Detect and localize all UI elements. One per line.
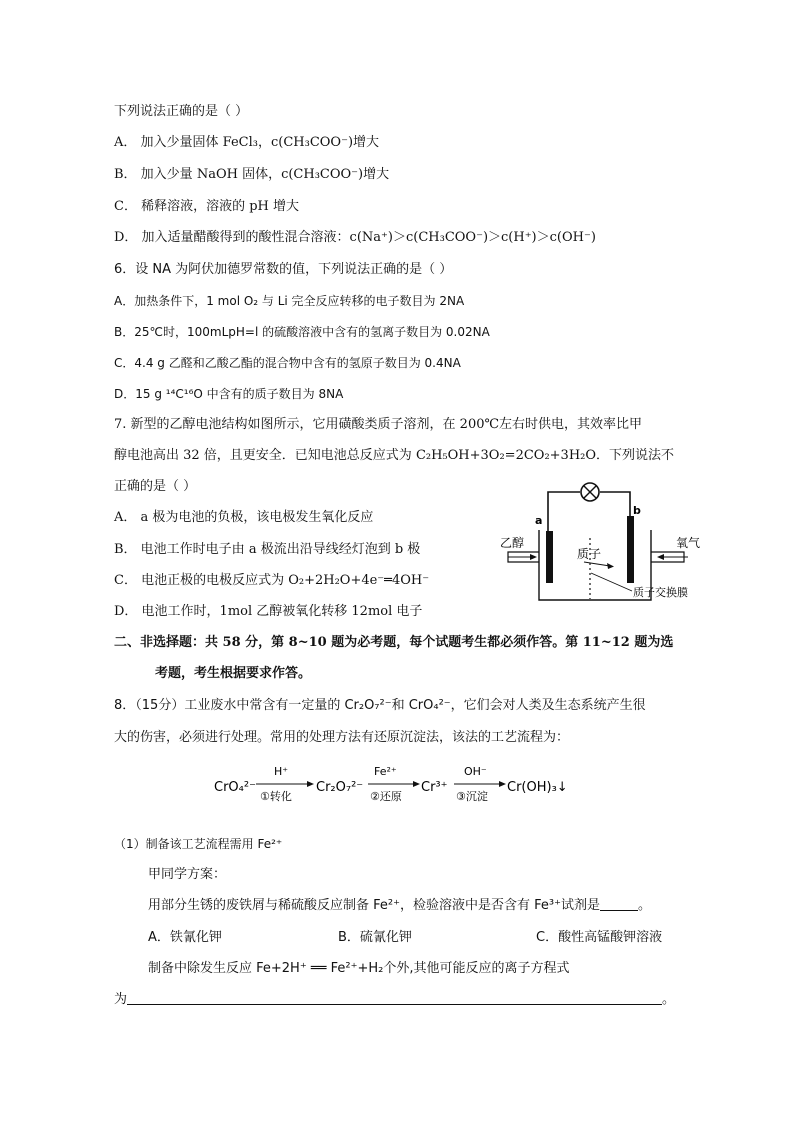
q7-line-2: 醇电池高出 32 倍，且更安全．已知电池总反应式为 C₂H₅OH+3O₂=2CO₂+3H₂O．下列说法不 — [114, 448, 675, 463]
oxygen-label: 氧气 — [676, 536, 701, 550]
section-2-line-1: 二、非选择题：共 58 分，第 8~10 题为必考题，每个试题考生都必须作答。第 11~12 题为选 — [114, 635, 674, 650]
q8-option-b: B．硫氰化钾 — [338, 930, 412, 945]
q5-option-c: C． 稀释溶液，溶液的 pH 增大 — [114, 199, 300, 214]
q8-answer-end: 。 — [662, 992, 676, 1007]
membrane-label: 质子交换膜 — [633, 586, 688, 599]
flow-reagent-2: Fe²⁺ — [374, 765, 397, 778]
ethanol-label: 乙醇 — [500, 536, 525, 550]
q8-option-a: A．铁氰化钾 — [148, 930, 222, 945]
proton-label: 质子 — [577, 547, 602, 561]
inflow-arrow-icon — [657, 554, 664, 560]
q7-option-a: A． a 极为电池的负极，该电极发生氧化反应 — [114, 510, 374, 525]
q8-line-1: 8．（15分）工业废水中常含有一定量的 Cr₂O₇²⁻和 CrO₄²⁻，它们会对人类及生态系统产生很 — [114, 698, 646, 713]
q6-option-b: B．25℃时，100mLpH=l 的硫酸溶液中含有的氢离子数目为 0.02NA — [114, 325, 490, 339]
q8-question-end: 。 — [637, 898, 651, 913]
electrode-a-label: a — [535, 514, 543, 527]
q8-line-2: 大的伤害，必须进行处理。常用的处理方法有还原沉淀法，该法的工艺流程为： — [114, 730, 570, 745]
flow-step-2: ②还原 — [370, 790, 402, 803]
q7-line-3: 正确的是（ ） — [114, 479, 197, 494]
q6-option-c: C．4.4 g 乙醛和乙酸乙酯的混合物中含有的氢原子数目为 0.4NA — [114, 356, 461, 370]
q5-option-a: A． 加入少量固体 FeCl₃，c(CH₃COO⁻)增大 — [114, 135, 380, 150]
q5-stem: 下列说法正确的是（ ） — [114, 104, 249, 119]
q8-question-text: 用部分生锈的废铁屑与稀硫酸反应制备 Fe²⁺，检验溶液中是否含有 Fe³⁺试剂是 — [148, 898, 600, 913]
q8-wei: 为 — [114, 992, 128, 1007]
process-flow-diagram — [208, 758, 600, 808]
q5-option-b: B． 加入少量 NaOH 固体，c(CH₃COO⁻)增大 — [114, 167, 390, 182]
q8-part-1: （1）制备该工艺流程需用 Fe²⁺ — [114, 837, 283, 851]
answer-blank-2[interactable] — [127, 991, 662, 1005]
flow-reagent-1: H⁺ — [274, 765, 289, 778]
q8-option-c: C．酸性高锰酸钾溶液 — [536, 930, 663, 945]
flow-reagent-3: OH⁻ — [464, 765, 487, 778]
q8-equation-line: 制备中除发生反应 Fe+2H⁺ ══ Fe²⁺+H₂个外,其他可能反应的离子方程式 — [148, 961, 570, 976]
q5-option-d: D． 加入适量醋酸得到的酸性混合溶液：c(Na⁺)＞c(CH₃COO⁻)＞c(H⁺)＞c(OH⁻) — [114, 230, 596, 245]
electrode-b — [627, 516, 634, 583]
q6-option-d: D．15 g ¹⁴C¹⁶O 中含有的质子数目为 8NA — [114, 387, 344, 401]
q7-option-c: C． 电池正极的电极反应式为 O₂+2H₂O+4e⁻═4OH⁻ — [114, 573, 430, 588]
lamp-icon — [581, 483, 599, 501]
flow-species-4: Cr(OH)₃↓ — [507, 780, 568, 795]
flow-step-1: ①转化 — [260, 790, 292, 803]
flow-species-2: Cr₂O₇²⁻ — [316, 780, 364, 795]
flow-species-3: Cr³⁺ — [421, 780, 448, 795]
q8-question-line — [148, 897, 651, 915]
arrow-right-icon — [413, 781, 420, 787]
q7-line-1: 7. 新型的乙醇电池结构如图所示，它用磺酸类质子溶剂，在 200℃左右时供电，其效率比甲 — [114, 417, 643, 432]
q7-option-d: D． 电池工作时，1mol 乙醇被氧化转移 12mol 电子 — [114, 604, 423, 619]
arrow-right-icon — [307, 781, 314, 787]
section-2-line-2: 考题，考生根据要求作答。 — [155, 666, 312, 681]
electrode-b-label: b — [633, 504, 641, 517]
q6-stem: 6．设 NA 为阿伏加德罗常数的值，下列说法正确的是（ ） — [114, 262, 453, 277]
ethanol-cell-diagram — [498, 478, 724, 606]
q8-plan-label: 甲同学方案： — [148, 867, 227, 882]
inflow-arrow-icon — [530, 554, 537, 560]
q7-option-b: B． 电池工作时电子由 a 极流出沿导线经灯泡到 b 极 — [114, 542, 421, 557]
q6-option-a: A．加热条件下，1 mol O₂ 与 Li 完全反应转移的电子数目为 2NA — [114, 294, 465, 308]
arrow-right-icon — [499, 781, 506, 787]
flow-species-1: CrO₄²⁻ — [214, 780, 256, 795]
electrode-a — [546, 531, 553, 583]
q8-answer-line — [114, 991, 675, 1009]
answer-blank-1[interactable] — [600, 897, 638, 911]
flow-step-3: ③沉淀 — [456, 790, 488, 803]
